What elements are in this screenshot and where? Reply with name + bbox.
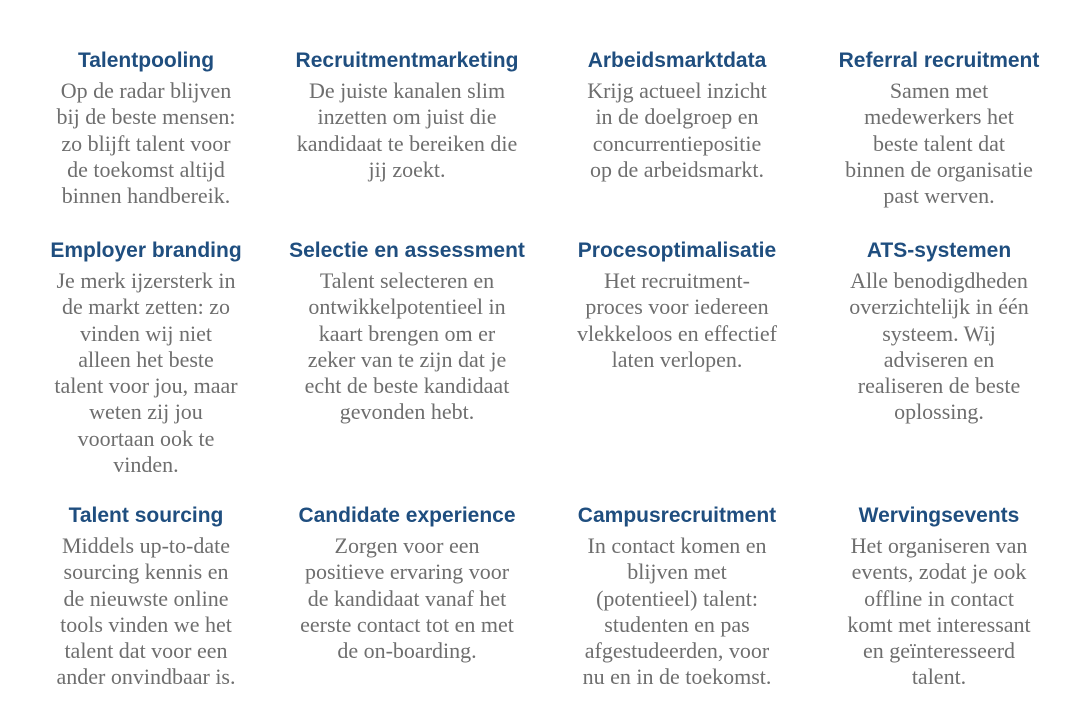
service-card-referral-recruitment	[812, 44, 1066, 234]
description-line: medewerkers het	[864, 104, 1014, 130]
service-description	[542, 78, 812, 183]
description-line: In contact komen en	[587, 533, 767, 558]
description-line: binnen de organisatie	[845, 156, 1033, 182]
description-line: alleen het beste	[78, 346, 214, 372]
description-line: oplossing.	[894, 399, 984, 425]
service-card-talent-sourcing	[20, 499, 272, 689]
description-line: echt de beste kandidaat	[304, 373, 510, 399]
description-line: talent dat voor een	[64, 638, 228, 664]
description-line: adviseren en	[883, 346, 995, 372]
description-line: proces voor iedereen	[585, 294, 769, 320]
description-line: de on-boarding.	[337, 638, 477, 664]
description-line: ontwikkelpotentieel in	[308, 294, 506, 320]
description-line: in de doelgroep en	[595, 104, 759, 130]
description-line: offline in contact	[864, 585, 1014, 611]
service-title: Referral recruitment	[838, 49, 1040, 72]
description-line: bij de beste mensen:	[56, 104, 236, 130]
service-title: Talent sourcing	[68, 504, 224, 527]
description-line: komt met interessant	[847, 611, 1031, 637]
description-line: beste talent dat	[873, 130, 1005, 156]
description-line: Talent selecteren en	[319, 268, 495, 293]
service-card-employer-branding	[20, 234, 272, 499]
service-title: Arbeidsmarktdata	[587, 49, 767, 72]
service-card-arbeidsmarktdata	[542, 44, 812, 234]
description-line: kandidaat te bereiken die	[296, 130, 518, 156]
description-line: Zorgen voor een	[334, 533, 480, 558]
description-line: eerste contact tot en met	[300, 611, 514, 637]
description-line: overzichtelijk in één	[849, 294, 1029, 320]
description-line: Middels up-to-date	[61, 533, 231, 558]
service-title: Talentpooling	[77, 49, 215, 72]
description-line: studenten en pas	[604, 611, 750, 637]
service-card-recruitmentmarketing	[272, 44, 542, 234]
service-card-campusrecruitment	[542, 499, 812, 689]
description-line: positieve ervaring voor	[304, 559, 510, 585]
description-line: zo blijft talent voor	[61, 130, 231, 156]
description-line: afgestudeerden, voor	[584, 638, 770, 664]
description-line: Het recruitment-	[604, 268, 750, 293]
description-line: Op de radar blijven	[60, 78, 232, 103]
description-line: en geïnteresseerd	[862, 638, 1016, 664]
description-line: talent.	[911, 664, 967, 690]
description-line: de markt zetten: zo	[62, 294, 230, 320]
service-description	[812, 533, 1066, 691]
service-title: Recruitmentmarketing	[295, 49, 519, 72]
service-description	[20, 78, 272, 209]
description-line: systeem. Wij	[882, 320, 996, 346]
description-line: kaart brengen om er	[318, 320, 496, 346]
description-line: Het organiseren van	[850, 533, 1028, 558]
description-line: tools vinden we het	[60, 611, 232, 637]
description-line: ander onvindbaar is.	[56, 664, 236, 690]
description-line: De juiste kanalen slim	[308, 78, 506, 103]
description-line: weten zij jou	[89, 399, 203, 425]
description-line: voortaan ook te	[77, 425, 215, 451]
service-description	[20, 268, 272, 478]
description-line: zeker van te zijn dat je	[307, 346, 507, 372]
description-line: concurrentiepositie	[592, 130, 762, 156]
description-line: de nieuwste online	[63, 585, 229, 611]
description-line: laten verlopen.	[611, 346, 743, 372]
description-line: vinden.	[113, 452, 179, 478]
service-card-talentpooling	[20, 44, 272, 234]
description-line: (potentieel) talent:	[596, 585, 758, 611]
service-description	[20, 533, 272, 691]
service-title: Employer branding	[50, 239, 242, 262]
service-description	[272, 533, 542, 664]
service-card-wervingsevents	[812, 499, 1066, 689]
service-card-selectie-en-assessment	[272, 234, 542, 499]
service-title: ATS-systemen	[866, 239, 1012, 262]
description-line: nu en in de toekomst.	[582, 664, 772, 690]
service-description	[812, 268, 1066, 426]
service-title: Selectie en assessment	[289, 239, 525, 262]
description-line: talent voor jou, maar	[54, 373, 238, 399]
service-card-ats-systemen	[812, 234, 1066, 499]
service-card-candidate-experience	[272, 499, 542, 689]
service-description	[812, 78, 1066, 209]
description-line: Krijg actueel inzicht	[587, 78, 767, 103]
service-description	[542, 268, 812, 373]
description-line: op de arbeidsmarkt.	[589, 156, 765, 182]
description-line: vlekkeloos en effectief	[577, 320, 777, 346]
description-line: inzetten om juist die	[317, 104, 497, 130]
service-description	[542, 533, 812, 691]
description-line: sourcing kennis en	[63, 559, 229, 585]
service-title: Candidate experience	[298, 504, 516, 527]
description-line: Je merk ijzersterk in	[56, 268, 236, 293]
description-line: gevonden hebt.	[339, 399, 475, 425]
description-line: Alle benodigdheden	[850, 268, 1028, 293]
description-line: blijven met	[627, 559, 727, 585]
service-title: Procesoptimalisatie	[577, 239, 777, 262]
description-line: binnen handbereik.	[61, 183, 231, 209]
description-line: events, zodat je ook	[851, 559, 1027, 585]
description-line: vinden wij niet	[80, 320, 212, 346]
service-card-procesoptimalisatie	[542, 234, 812, 499]
service-description	[272, 268, 542, 426]
service-description	[272, 78, 542, 183]
service-title: Campusrecruitment	[577, 504, 777, 527]
description-line: past werven.	[883, 183, 995, 209]
description-line: de kandidaat vanaf het	[307, 585, 507, 611]
description-line: realiseren de beste	[857, 373, 1021, 399]
services-grid	[20, 44, 1066, 689]
description-line: de toekomst altijd	[67, 156, 225, 182]
description-line: Samen met	[889, 78, 989, 103]
description-line: jij zoekt.	[368, 156, 446, 182]
service-title: Wervingsevents	[858, 504, 1020, 527]
